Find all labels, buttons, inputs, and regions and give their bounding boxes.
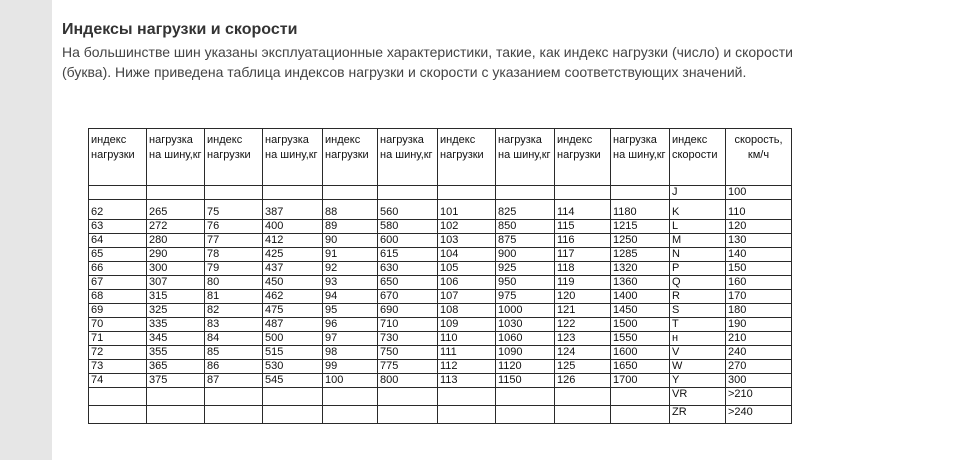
table-cell: 272 — [147, 220, 205, 234]
table-cell: 515 — [263, 346, 323, 360]
table-cell: 81 — [205, 290, 263, 304]
table-cell — [147, 186, 205, 200]
table-cell: N — [670, 248, 726, 262]
table-cell — [438, 186, 496, 200]
table-cell — [89, 388, 147, 406]
table-cell: 615 — [378, 248, 438, 262]
table-cell: W — [670, 360, 726, 374]
table-cell: 101 — [438, 200, 496, 220]
table-cell: R — [670, 290, 726, 304]
table-cell: 1150 — [496, 374, 555, 388]
column-header: нагрузка на шину,кг — [496, 129, 555, 186]
table-cell — [205, 388, 263, 406]
table-cell: 70 — [89, 318, 147, 332]
table-cell: 115 — [555, 220, 611, 234]
table-cell: 75 — [205, 200, 263, 220]
table-row — [89, 406, 792, 424]
article-content — [62, 20, 932, 82]
table-cell — [378, 388, 438, 406]
table-cell: 170 — [726, 290, 792, 304]
table-cell: 775 — [378, 360, 438, 374]
table-cell: K — [670, 200, 726, 220]
table-cell: 1090 — [496, 346, 555, 360]
table-row — [89, 290, 792, 304]
table-cell: 1215 — [611, 220, 670, 234]
table-cell — [555, 406, 611, 424]
table-cell: 100 — [323, 374, 378, 388]
table-cell — [205, 186, 263, 200]
column-header: нагрузка на шину,кг — [611, 129, 670, 186]
column-header: индекс нагрузки — [555, 129, 611, 186]
table-cell: 94 — [323, 290, 378, 304]
table-cell — [496, 388, 555, 406]
table-cell: 670 — [378, 290, 438, 304]
table-cell: S — [670, 304, 726, 318]
table-cell: 900 — [496, 248, 555, 262]
table-cell: 120 — [726, 220, 792, 234]
table-cell: 560 — [378, 200, 438, 220]
table-cell: 91 — [323, 248, 378, 262]
table-cell: L — [670, 220, 726, 234]
table-cell: 710 — [378, 318, 438, 332]
table-cell: 210 — [726, 332, 792, 346]
table-cell: 487 — [263, 318, 323, 332]
table-row — [89, 186, 792, 200]
table-cell: 335 — [147, 318, 205, 332]
table-cell: Q — [670, 276, 726, 290]
table-cell: 106 — [438, 276, 496, 290]
table-cell — [89, 406, 147, 424]
table-cell: 62 — [89, 200, 147, 220]
table-cell: 365 — [147, 360, 205, 374]
table-cell: 345 — [147, 332, 205, 346]
table-cell: 325 — [147, 304, 205, 318]
table-cell: 475 — [263, 304, 323, 318]
table-cell: 412 — [263, 234, 323, 248]
table-cell: 630 — [378, 262, 438, 276]
table-cell: 1600 — [611, 346, 670, 360]
table-row — [89, 262, 792, 276]
table-cell: 103 — [438, 234, 496, 248]
table-cell — [611, 186, 670, 200]
load-speed-index-table — [88, 128, 792, 424]
table-cell: 500 — [263, 332, 323, 346]
table-cell: 105 — [438, 262, 496, 276]
table-cell: 600 — [378, 234, 438, 248]
table-cell: 116 — [555, 234, 611, 248]
table-cell: 120 — [555, 290, 611, 304]
table-cell: 130 — [726, 234, 792, 248]
table-cell: 109 — [438, 318, 496, 332]
table-cell — [89, 186, 147, 200]
table-cell: 97 — [323, 332, 378, 346]
table-cell: 1360 — [611, 276, 670, 290]
table-cell: >210 — [726, 388, 792, 406]
table-cell: 160 — [726, 276, 792, 290]
section-title: Индексы нагрузки и скорости — [62, 21, 298, 38]
table-cell: V — [670, 346, 726, 360]
table-cell: 65 — [89, 248, 147, 262]
table-row — [89, 374, 792, 388]
table-row — [89, 200, 792, 220]
column-header: нагрузка на шину,кг — [263, 129, 323, 186]
table-cell — [263, 186, 323, 200]
table-cell: 307 — [147, 276, 205, 290]
table-cell: 108 — [438, 304, 496, 318]
table-cell: T — [670, 318, 726, 332]
table-row — [89, 248, 792, 262]
table-cell — [611, 388, 670, 406]
table-cell: 300 — [726, 374, 792, 388]
table-cell: н — [670, 332, 726, 346]
table-cell: 730 — [378, 332, 438, 346]
table-cell: 77 — [205, 234, 263, 248]
table-cell: 1285 — [611, 248, 670, 262]
table-cell — [611, 406, 670, 424]
table-cell: 850 — [496, 220, 555, 234]
table-cell: 1450 — [611, 304, 670, 318]
table-cell: 102 — [438, 220, 496, 234]
table-cell: 190 — [726, 318, 792, 332]
table-cell: 800 — [378, 374, 438, 388]
table-row — [89, 346, 792, 360]
table-cell: 1500 — [611, 318, 670, 332]
column-header: индекс нагрузки — [438, 129, 496, 186]
table-cell: 150 — [726, 262, 792, 276]
table-cell: 140 — [726, 248, 792, 262]
table-cell: 400 — [263, 220, 323, 234]
table-cell: 1030 — [496, 318, 555, 332]
table-cell: 690 — [378, 304, 438, 318]
column-header: скорость, км/ч — [726, 129, 792, 186]
table-cell: J — [670, 186, 726, 200]
table-cell: 124 — [555, 346, 611, 360]
table-cell: 112 — [438, 360, 496, 374]
table-cell: 387 — [263, 200, 323, 220]
table-cell: 72 — [89, 346, 147, 360]
table-row — [89, 276, 792, 290]
table-cell — [323, 388, 378, 406]
table-cell: 79 — [205, 262, 263, 276]
table-row — [89, 220, 792, 234]
table-cell — [496, 186, 555, 200]
table-cell: 265 — [147, 200, 205, 220]
table-cell: 530 — [263, 360, 323, 374]
table-cell: 122 — [555, 318, 611, 332]
table-cell: 1650 — [611, 360, 670, 374]
table-cell: 89 — [323, 220, 378, 234]
table-cell: 462 — [263, 290, 323, 304]
table-cell: 90 — [323, 234, 378, 248]
table-cell: 73 — [89, 360, 147, 374]
table-cell: P — [670, 262, 726, 276]
table-cell — [263, 406, 323, 424]
table-cell: 68 — [89, 290, 147, 304]
table-cell: 580 — [378, 220, 438, 234]
table-cell: 119 — [555, 276, 611, 290]
table-cell: 180 — [726, 304, 792, 318]
table-cell: 100 — [726, 186, 792, 200]
table-cell: 121 — [555, 304, 611, 318]
table-cell: 125 — [555, 360, 611, 374]
table-cell: 92 — [323, 262, 378, 276]
table-cell: 280 — [147, 234, 205, 248]
table-cell: 875 — [496, 234, 555, 248]
column-header: индекс скорости — [670, 129, 726, 186]
table-cell — [438, 388, 496, 406]
left-sidebar-strip — [0, 0, 52, 460]
section-intro: На большинстве шин указаны эксплуатационные характеристики, такие, как индекс нагрузки (число) и скорости (буква). Ниже приведена таблица индексов нагрузки и скорости с указанием соответствующих значений. — [62, 44, 793, 80]
table-cell: 110 — [438, 332, 496, 346]
table-cell: 1120 — [496, 360, 555, 374]
table-cell: 71 — [89, 332, 147, 346]
table-cell: 74 — [89, 374, 147, 388]
table-cell: 69 — [89, 304, 147, 318]
table-cell — [147, 406, 205, 424]
table-cell: 110 — [726, 200, 792, 220]
table-cell — [323, 186, 378, 200]
table-cell — [323, 406, 378, 424]
table-cell: >240 — [726, 406, 792, 424]
table-cell: 83 — [205, 318, 263, 332]
table-row — [89, 360, 792, 374]
table-cell: 63 — [89, 220, 147, 234]
table-cell: 82 — [205, 304, 263, 318]
table-cell: 425 — [263, 248, 323, 262]
table-cell: 437 — [263, 262, 323, 276]
table-cell: VR — [670, 388, 726, 406]
table-cell: 1250 — [611, 234, 670, 248]
table-cell: 98 — [323, 346, 378, 360]
table-cell: 76 — [205, 220, 263, 234]
table-cell: 1400 — [611, 290, 670, 304]
table-cell — [555, 186, 611, 200]
table-cell — [378, 406, 438, 424]
table-header-row — [89, 129, 792, 186]
table-cell: 96 — [323, 318, 378, 332]
table-cell: 66 — [89, 262, 147, 276]
table-cell: 975 — [496, 290, 555, 304]
load-speed-index-table-wrap — [88, 128, 792, 424]
table-cell: 925 — [496, 262, 555, 276]
column-header: нагрузка на шину,кг — [378, 129, 438, 186]
table-cell: 86 — [205, 360, 263, 374]
table-row — [89, 304, 792, 318]
table-cell: 123 — [555, 332, 611, 346]
table-cell: 355 — [147, 346, 205, 360]
column-header: индекс нагрузки — [323, 129, 378, 186]
table-cell: 1060 — [496, 332, 555, 346]
table-cell: 300 — [147, 262, 205, 276]
table-cell: 1550 — [611, 332, 670, 346]
table-cell: 126 — [555, 374, 611, 388]
table-cell: 270 — [726, 360, 792, 374]
table-cell: 290 — [147, 248, 205, 262]
table-cell: 93 — [323, 276, 378, 290]
table-cell — [438, 406, 496, 424]
table-cell: 88 — [323, 200, 378, 220]
table-cell: 85 — [205, 346, 263, 360]
table-cell: 1320 — [611, 262, 670, 276]
table-cell: 117 — [555, 248, 611, 262]
table-row — [89, 234, 792, 248]
table-cell: 99 — [323, 360, 378, 374]
column-header: индекс нагрузки — [89, 129, 147, 186]
table-cell: 84 — [205, 332, 263, 346]
table-body — [89, 186, 792, 424]
table-cell: 240 — [726, 346, 792, 360]
table-cell: 1180 — [611, 200, 670, 220]
table-cell: 1000 — [496, 304, 555, 318]
table-cell: 87 — [205, 374, 263, 388]
table-cell: 114 — [555, 200, 611, 220]
table-row — [89, 318, 792, 332]
table-cell: 67 — [89, 276, 147, 290]
table-cell: 107 — [438, 290, 496, 304]
table-cell: 111 — [438, 346, 496, 360]
table-cell: 118 — [555, 262, 611, 276]
table-row — [89, 388, 792, 406]
table-cell — [205, 406, 263, 424]
table-cell: 375 — [147, 374, 205, 388]
table-cell: 450 — [263, 276, 323, 290]
table-cell: 64 — [89, 234, 147, 248]
table-cell: 78 — [205, 248, 263, 262]
table-cell — [147, 388, 205, 406]
table-cell: ZR — [670, 406, 726, 424]
column-header: нагрузка на шину,кг — [147, 129, 205, 186]
table-cell: 104 — [438, 248, 496, 262]
column-header: индекс нагрузки — [205, 129, 263, 186]
table-cell: 950 — [496, 276, 555, 290]
table-cell — [496, 406, 555, 424]
table-cell: 80 — [205, 276, 263, 290]
table-cell: 750 — [378, 346, 438, 360]
table-cell: 650 — [378, 276, 438, 290]
table-cell — [263, 388, 323, 406]
table-row — [89, 332, 792, 346]
table-cell: 545 — [263, 374, 323, 388]
table-cell: Y — [670, 374, 726, 388]
table-cell: 95 — [323, 304, 378, 318]
table-cell — [555, 388, 611, 406]
table-cell: 1700 — [611, 374, 670, 388]
table-cell: M — [670, 234, 726, 248]
table-cell — [378, 186, 438, 200]
table-cell: 825 — [496, 200, 555, 220]
table-cell: 113 — [438, 374, 496, 388]
table-cell: 315 — [147, 290, 205, 304]
